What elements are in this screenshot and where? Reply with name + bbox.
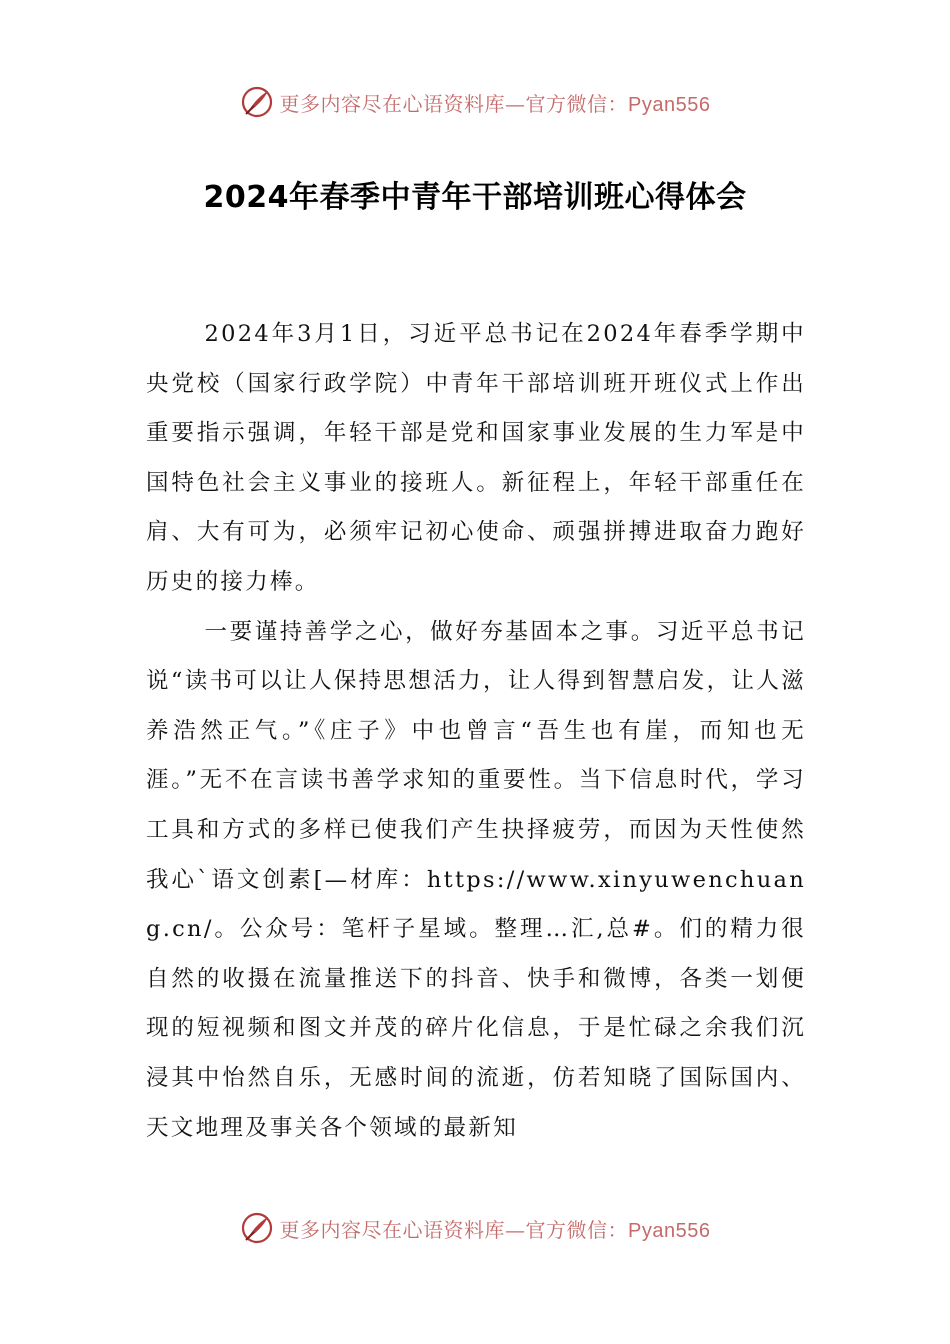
footer-banner [0,1208,950,1248]
footer-banner-text: 更多内容尽在心语资料库—官方微信：Pyan556 [279,1217,711,1242]
quill-logo-icon [240,1211,274,1245]
document-body [146,310,806,1153]
paragraph-1: 2024年3月1日，习近平总书记在2024年春季学期中央党校（国家行政学院）中青年干部培训班开班仪式上作出重要指示强调，年轻干部是党和国家事业发展的生力军是中国特色社会主义事业的接班人。新征程上，年轻干部重任在肩、大有可为，必须牢记初心使命、顽强拼搏进取奋力跑好历史的接力棒。 [146,321,806,595]
wechat-id: Pyan556 [628,93,711,116]
header-banner-text: 更多内容尽在心语资料库—官方微信：Pyan556 [279,91,711,116]
header-banner [0,82,950,122]
wechat-id: Pyan556 [628,1219,711,1242]
paragraph-2: 一要谨持善学之心，做好夯基固本之事。习近平总书记说“读书可以让人保持思想活力，让人得到智慧启发，让人滋养浩然正气。”《庄子》中也曾言“吾生也有崖，而知也无涯。”无不在言读书善学求知的重要性。当下信息时代，学习工具和方式的多样已使我们产生抉择疲劳，而因为天性使然我心`语文创素[—材库：https://www.xinyuwenchuang.cn/。公众号：笔杆子星域。整理…汇,总#。们的精力很自然的收摄在流量推送下的抖音、快手和微博，各类一划便现的短视频和图文并茂的碎片化信息，于是忙碌之余我们沉浸其中怡然自乐，无感时间的流逝，仿若知晓了国际国内、天文地理及事关各个领域的最新知 [146,618,806,1141]
quill-logo-icon [240,85,274,119]
document-title: 2024年春季中青年干部培训班心得体会 [203,180,747,215]
